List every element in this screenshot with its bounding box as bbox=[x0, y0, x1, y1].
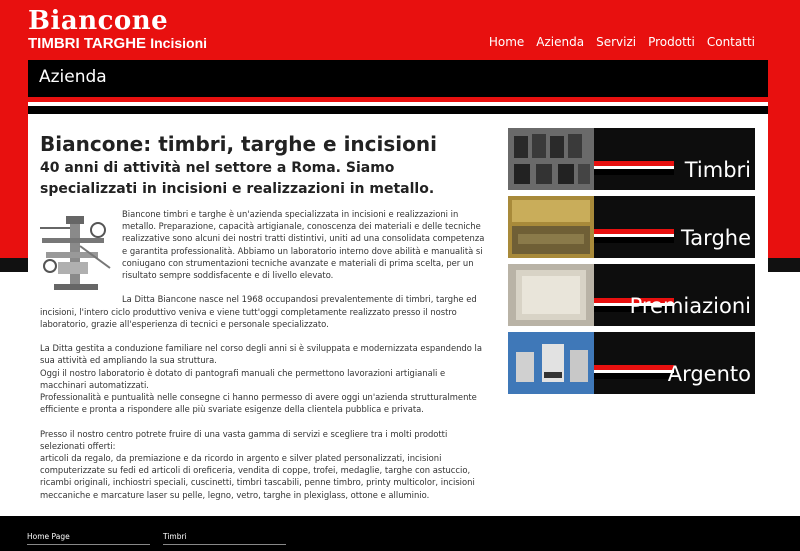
paragraph: Biancone timbri e targhe è un'azienda specializzata in incisioni e realizzazioni in metallo. Preparazione, capacità artigianale, conoscenza dei materiali e delle tecniche realizzative sono alcuni dei nostri tratti distintivi, uniti ad una consolidata competenza e garantita professionalità. Abbiamo un laboratorio interno dove abilità e manualità si coniugano con strumentazioni tecniche avanzate e materiali di prima scelta, per un risultato sempre soddisfacente e di livello elevato. bbox=[122, 209, 485, 281]
page-title-bar bbox=[28, 60, 768, 97]
nav-prodotti[interactable]: Prodotti bbox=[648, 35, 695, 49]
paragraph: Professionalità e puntualità nelle consegne ci hanno permesso di avere oggi un'azienda strutturalmente efficiente e pronta a rispondere alle più svariate esigenze della clientela pubblica e privata. bbox=[40, 392, 477, 415]
logo-subtitle-extra: Incisioni bbox=[150, 35, 208, 51]
logo-subtitle bbox=[28, 35, 207, 52]
timbri-photo bbox=[508, 128, 594, 190]
footer-link-timbri[interactable]: Timbri bbox=[163, 532, 187, 541]
main-content bbox=[28, 114, 768, 516]
logo-name: Biancone bbox=[28, 6, 169, 36]
footer bbox=[0, 516, 800, 551]
about-text bbox=[40, 208, 488, 501]
decorative-stripe-right bbox=[768, 258, 800, 272]
title-stripe-black bbox=[28, 106, 768, 114]
category-argento[interactable] bbox=[508, 332, 755, 394]
logo-subtitle-main: TIMBRI TARGHE bbox=[28, 35, 147, 52]
nav-azienda[interactable]: Azienda bbox=[536, 35, 585, 49]
category-targhe[interactable] bbox=[508, 196, 755, 258]
premiazioni-photo bbox=[508, 264, 594, 326]
main-subheading: 40 anni di attività nel settore a Roma. Siamo specializzati in incisioni e realizzazioni in metallo. bbox=[40, 160, 435, 197]
decorative-stripe-left bbox=[0, 258, 28, 272]
footer-divider bbox=[27, 544, 150, 545]
targhe-photo bbox=[508, 196, 594, 258]
nav-servizi[interactable]: Servizi bbox=[596, 35, 637, 49]
category-timbri[interactable] bbox=[508, 128, 755, 190]
paragraph: Presso il nostro centro potrete fruire di una vasta gamma di servizi e scegliere tra i molti prodotti selezionati offerti: bbox=[40, 428, 448, 451]
category-label: Argento bbox=[667, 362, 751, 386]
argento-photo bbox=[508, 332, 594, 394]
flag-stripes bbox=[594, 365, 674, 379]
main-heading: Biancone: timbri, targhe e incisioni bbox=[40, 132, 437, 156]
nav-home[interactable]: Home bbox=[488, 35, 525, 49]
category-premiazioni[interactable] bbox=[508, 264, 755, 326]
paragraph: La Ditta gestita a conduzione familiare nel corso degli anni si è sviluppata e modernizzata espandendo la sua attività ed ampliando la sua struttura. bbox=[40, 343, 482, 366]
footer-link-home[interactable]: Home Page bbox=[27, 532, 70, 541]
flag-stripes bbox=[594, 229, 674, 243]
paragraph: articoli da regalo, da premiazione e da ricordo in argento e silver plated personalizzati, incisioni computerizzate su fedi ed articoli di oreficeria, vendita di coppe, trofei, medaglie, targhe con astuccio, ricambi originali, inchiostri speciali, cuscinetti, timbri tascabili, penne timbro, printy multicolor, incisioni meccaniche e marcature laser su pelle, legno, vetro, targhe in plexiglass, ottone e alluminio. bbox=[40, 453, 475, 500]
paragraph: La Ditta Biancone nasce nel 1968 occupandosi prevalentemente di timbri, targhe ed incisioni, l'intero ciclo produttivo veniva e viene tutt'oggi completamente realizzato presso il nostro laboratorio, grazie all'esperienza di tecnici e personale specializzato. bbox=[40, 294, 477, 329]
page-title: Azienda bbox=[39, 67, 107, 87]
category-label: Premiazioni bbox=[629, 294, 751, 318]
category-label: Targhe bbox=[680, 226, 751, 250]
main-nav bbox=[489, 35, 755, 49]
category-label: Timbri bbox=[684, 158, 751, 182]
paragraph: Oggi il nostro laboratorio è dotato di pantografi manuali che permettono lavorazioni artigianali e macchinari automatizzati. bbox=[40, 367, 446, 390]
site-logo[interactable] bbox=[28, 8, 207, 52]
footer-divider bbox=[163, 544, 286, 545]
flag-stripes bbox=[594, 161, 674, 175]
nav-contatti[interactable]: Contatti bbox=[706, 35, 755, 49]
